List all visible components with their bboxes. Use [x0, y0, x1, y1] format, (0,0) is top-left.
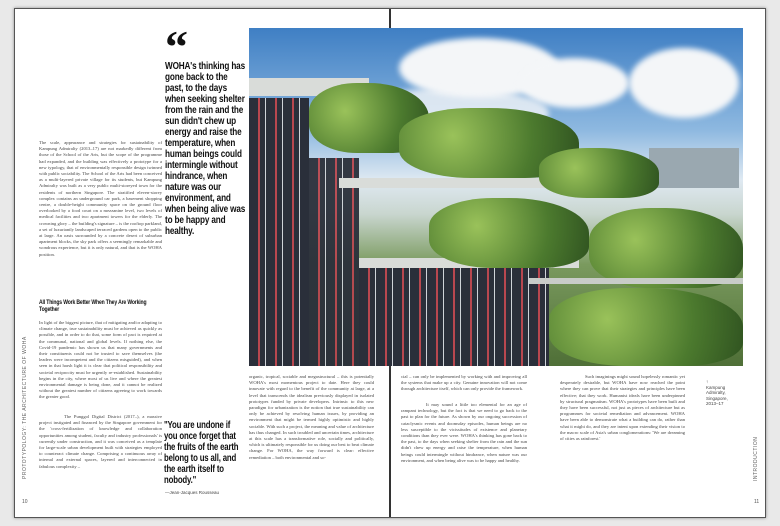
- rousseau-quote: "You are undone if you once forget that the fruits of the earth belong to us all, and the earth itself to nobody.": [164, 420, 239, 486]
- pull-quote: WOHA's thinking has gone back to the past, to the days when seeking shelter from the rain and the sun didn't chew up energy and raise the temperature, when human beings could intermingle without hindrance, when nature was our environment, and when being alive was to be happy and healthy.: [165, 60, 246, 237]
- quote-mark-icon: “: [165, 21, 188, 72]
- caption-arrow-icon: ↑: [706, 379, 709, 384]
- caption-text: Kampung Admiralty, Singapore, 2013–17: [706, 384, 728, 406]
- paragraph-body: In light of the biggest picture, that of mitigating and/or adapting to climate change, true sustainability must be achieved as quickly as possible, and in order to do that, some form of pact is required at the communal, national and global levels. If nothing else, the Covid-19 pandemic has shown us that many governments and their constituents could not be trusted to save themselves (the leaders were incompetent and the citizens misguided), and when seen in that harsh light it is clear that political responsibility and societal reciprocity must be urgently re-established. Sustainability begins in the city, where most of us live and where the greatest environmental damage is being done, and it cannot be realized without the greatest number of citizens agreeing to work towards the greater good.: [39, 320, 162, 400]
- running-head-left: PROTOTYPOLOGY: THE ARCHITECTURE OF WOHA: [22, 336, 28, 479]
- column-4: Such imaginings might sound hopelessly romantic yet desperately desirable, but WOHA have now reached the point where they can prove that their strategies and principles have been effective; that they work. Humanist ideals have been underpinned by structural pragmatism. WOHA's prototypes have been built and they have been successful, not just as pieces of architecture but as programmes for societal remediation and advancement. WOHA have been able to demonstrate what a building can do, rather than what it might do, and they are intent upon extending their vision to the macro scale of Asia's urban conglomerations: 'We are dreaming of cities as rainforest.': [560, 374, 685, 442]
- paragraph-intro: The scale, appearance and strategies for sustainability of Kampung Admiralty (2013–17) are not markedly different from those of the School of the Arts, but the scope of the programme had expanded, and the building was effectively a prototype for a new typology, that of environmentally responsible design twinned with public sociability. The School of the Arts had been conceived as a multi-layered private village for its students, but Kampung Admiralty was built as a very public multi-storeyed town for the residents of northern Singapore. The stratified eleven-storey complex contains an underground car park, a basement shopping centre, a double-height community space on the ground floor overlooked by a food court on a mezzanine level, two levels of medical facilities and two apartment towers for the elderly. The crowning glory – the building's signature – is the rooftop parkland, a set of luxuriantly landscaped terraced gardens open to the public at large. An oasis surrounded by a concrete desert of suburban apartment blocks, the sky park offers a seemingly remarkable and wondrous experience, but it is only natural, and that is the WOHA position.: [39, 140, 162, 257]
- column-3a: cial – can only be implemented by working with and improving all the systems that make up a city. Genuine innovation will not come through architecture itself, which can only provide the framework.: [401, 374, 527, 392]
- photo-caption: [706, 379, 736, 407]
- kampung-admiralty-photo: [249, 28, 743, 366]
- page-number-left: 10: [22, 499, 28, 505]
- column-3b: It may sound a little too elemental for an age of rampant technology, but the fact is that we need to go back to the past to plan for the future. As shown by our ongoing succession of cataclysmic events and doomsday episodes, human beings are no less susceptible to the vicissitudes of existence and planetary conditions than they ever were. WOHA's thinking has gone back to the past, to the days when seeking shelter from the rain and the sun didn't chew up energy and raise the temperature, when human beings could intermingle without hindrance, when nature was our environment, and when being alive was to be happy and healthy.: [401, 402, 527, 463]
- page-number-right: 11: [754, 499, 760, 505]
- column-2: organic, tropical, sociable and megastructural – this is potentially WOHA's most momentous project to date. Here they could innovate with regard to the benefit of the community at large, at a level that transcends the idealism previously displayed in isolated prototypes funded by private developers. Intrinsic to this new paradigm for urbanization is the notion that true sustainability can only be achieved by resolving human issues, by providing an environment that might be termed highly optimistic and highly sociable. With such a project, the meaning and value of architecture has thus changed. In such troubled and uncertain times, architecture at this scale has a transformative role, socially and politically, which is ultimately responsible for us doing our best to beat climate change. For WOHA, the way forward is clear: effective remediation – both environmental and so-: [249, 374, 374, 460]
- quote-author: —Jean-Jacques Rousseau: [165, 490, 220, 495]
- running-head-right: INTRODUCTION: [753, 436, 759, 481]
- subheading: All Things Work Better When They Are Working Together: [39, 299, 147, 313]
- magazine-spread: [14, 8, 766, 518]
- paragraph-punggol: The Punggol Digital District (2017–), a massive project instigated and financed by the Singapore government for the 'cross-fertilization of knowledge and collaboration opportunities among student, faculty and industry professionals' is currently under construction, and it was conceived as a template for large-scale urban development built with strategies employed to counteract climate change. Comprising a continuous array of internal and external spaces, layered and interconnected in fabulous complexity –: [39, 414, 162, 469]
